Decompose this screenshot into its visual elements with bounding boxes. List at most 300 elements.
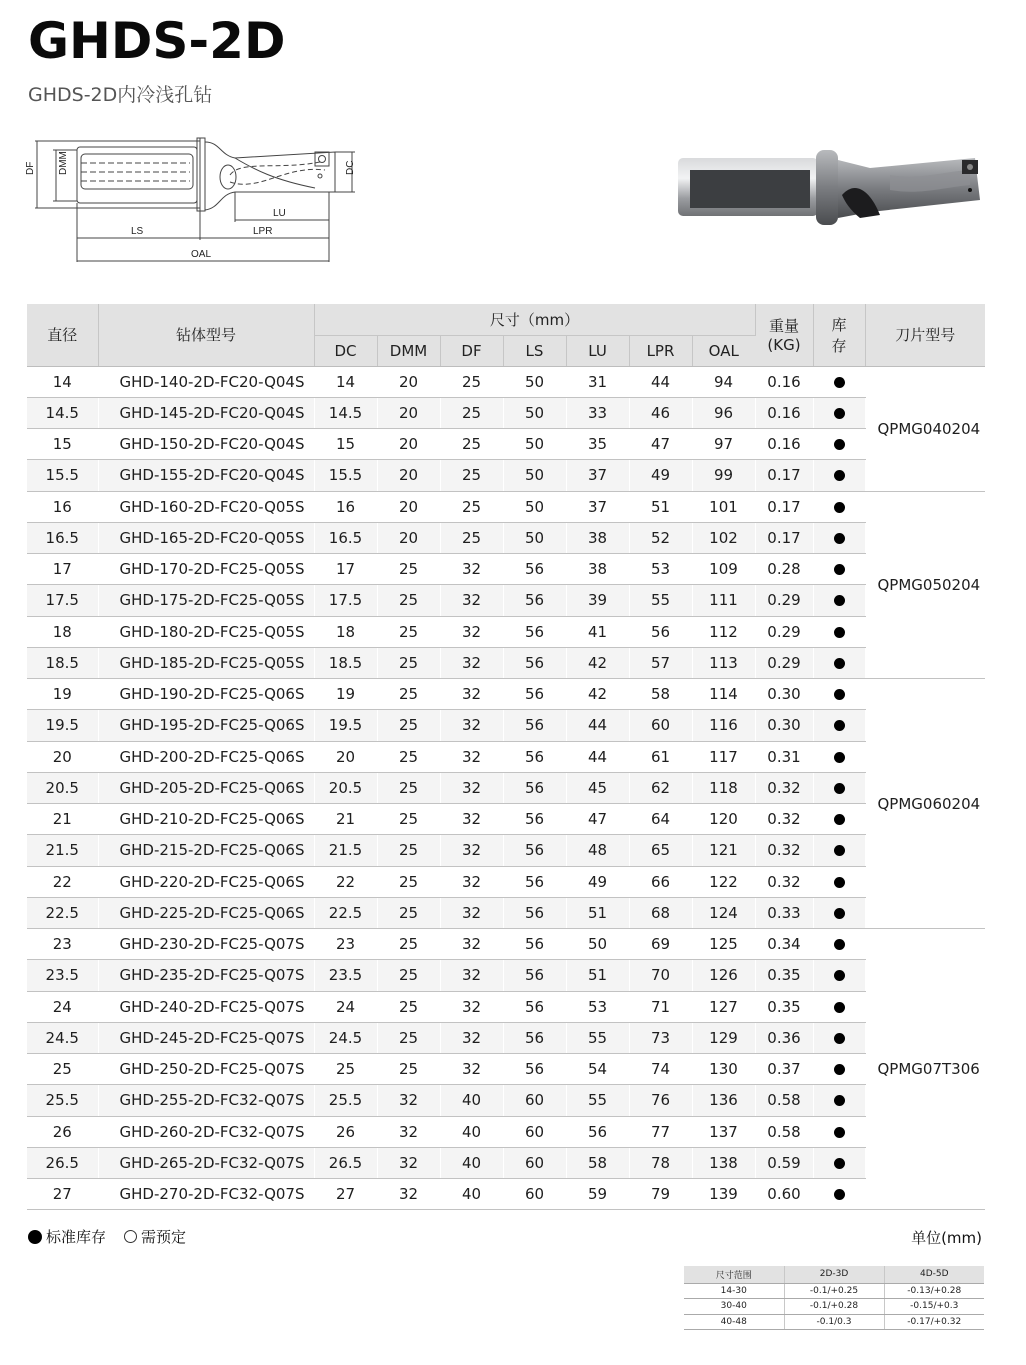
page-title: GHDS-2D (28, 12, 286, 70)
cell-dmm: 20 (377, 366, 440, 397)
cell-weight: 0.37 (755, 1054, 813, 1085)
cell-body-model: GHD-150-2D-FC20-Q04S (98, 429, 314, 460)
cell-diameter: 17 (27, 554, 98, 585)
cell-body-model: GHD-235-2D-FC25-Q07S (98, 960, 314, 991)
cell-lpr: 58 (629, 679, 692, 710)
table-row (27, 397, 985, 428)
cell-dmm: 32 (377, 1147, 440, 1178)
cell-ls: 56 (503, 929, 566, 960)
cell-body-model: GHD-265-2D-FC32-Q07S (98, 1147, 314, 1178)
cell-body-model: GHD-205-2D-FC25-Q06S (98, 772, 314, 803)
header-weight-line2: (KG) (767, 336, 801, 355)
cell-dc: 24.5 (314, 1022, 377, 1053)
cell-diameter: 17.5 (27, 585, 98, 616)
cell-lpr: 79 (629, 1179, 692, 1210)
cell-ls: 56 (503, 960, 566, 991)
tol-4d5d: -0.13/+0.28 (884, 1283, 984, 1299)
dc-label: DC (345, 160, 356, 175)
cell-lpr: 71 (629, 991, 692, 1022)
cell-lpr: 74 (629, 1054, 692, 1085)
cell-lu: 44 (566, 710, 629, 741)
cell-dc: 26.5 (314, 1147, 377, 1178)
cell-lpr: 53 (629, 554, 692, 585)
tol-header-4d5d: 4D-5D (884, 1266, 984, 1283)
cell-weight: 0.30 (755, 679, 813, 710)
header-body-model: 钻体型号 (98, 304, 314, 366)
filled-circle-icon (834, 814, 845, 825)
cell-lu: 53 (566, 991, 629, 1022)
cell-lpr: 78 (629, 1147, 692, 1178)
cell-oal: 97 (692, 429, 755, 460)
cell-weight: 0.16 (755, 366, 813, 397)
cell-weight: 0.32 (755, 835, 813, 866)
cell-lpr: 66 (629, 866, 692, 897)
cell-body-model: GHD-180-2D-FC25-Q05S (98, 616, 314, 647)
cell-ls: 56 (503, 741, 566, 772)
cell-stock (813, 866, 865, 897)
cell-stock (813, 741, 865, 772)
cell-df: 32 (440, 991, 503, 1022)
cell-stock (813, 647, 865, 678)
cell-stock (813, 710, 865, 741)
table-row (27, 366, 985, 397)
cell-lu: 31 (566, 366, 629, 397)
specification-table (27, 304, 985, 1210)
tol-row (684, 1283, 984, 1299)
tol-row (684, 1299, 984, 1315)
cell-weight: 0.36 (755, 1022, 813, 1053)
tol-header-range: 尺寸范围 (684, 1266, 784, 1283)
lpr-label: LPR (253, 226, 273, 237)
filled-circle-icon (834, 939, 845, 950)
page-subtitle: GHDS-2D内冷浅孔钻 (28, 84, 213, 106)
cell-stock (813, 1147, 865, 1178)
cell-body-model: GHD-160-2D-FC20-Q05S (98, 491, 314, 522)
table-row (27, 772, 985, 803)
cell-diameter: 14.5 (27, 397, 98, 428)
cell-dc: 26 (314, 1116, 377, 1147)
header-stock (813, 304, 865, 366)
cell-ls: 60 (503, 1085, 566, 1116)
cell-body-model: GHD-250-2D-FC25-Q07S (98, 1054, 314, 1085)
cell-diameter: 19 (27, 679, 98, 710)
tol-range: 14-30 (684, 1283, 784, 1299)
cell-weight: 0.17 (755, 522, 813, 553)
cell-lu: 50 (566, 929, 629, 960)
cell-weight: 0.60 (755, 1179, 813, 1210)
table-row (27, 804, 985, 835)
cell-dmm: 25 (377, 866, 440, 897)
cell-ls: 50 (503, 397, 566, 428)
cell-diameter: 20 (27, 741, 98, 772)
table-row (27, 429, 985, 460)
cell-stock (813, 991, 865, 1022)
cell-oal: 121 (692, 835, 755, 866)
table-row (27, 710, 985, 741)
tol-2d3d: -0.1/0.3 (784, 1314, 884, 1330)
legend-order-label: 需预定 (141, 1228, 187, 1246)
table-row (27, 1179, 985, 1210)
cell-dc: 20 (314, 741, 377, 772)
cell-ls: 60 (503, 1116, 566, 1147)
cell-diameter: 19.5 (27, 710, 98, 741)
table-row (27, 991, 985, 1022)
header-lpr: LPR (629, 335, 692, 366)
cell-diameter: 24.5 (27, 1022, 98, 1053)
tol-row (684, 1314, 984, 1330)
cell-diameter: 26 (27, 1116, 98, 1147)
cell-lu: 51 (566, 960, 629, 991)
cell-lpr: 61 (629, 741, 692, 772)
header-dmm: DMM (377, 335, 440, 366)
cell-dmm: 25 (377, 960, 440, 991)
stock-legend (28, 1226, 186, 1247)
filled-circle-icon (834, 970, 845, 981)
table-row (27, 679, 985, 710)
filled-circle-icon (834, 1002, 845, 1013)
cell-dmm: 25 (377, 741, 440, 772)
cell-dmm: 25 (377, 897, 440, 928)
cell-diameter: 20.5 (27, 772, 98, 803)
header-oal: OAL (692, 335, 755, 366)
cell-df: 32 (440, 897, 503, 928)
cell-ls: 60 (503, 1147, 566, 1178)
cell-diameter: 21.5 (27, 835, 98, 866)
cell-body-model: GHD-170-2D-FC25-Q05S (98, 554, 314, 585)
df-label: DF (25, 161, 36, 175)
cell-body-model: GHD-195-2D-FC25-Q06S (98, 710, 314, 741)
cell-ls: 56 (503, 585, 566, 616)
filled-circle-icon (834, 595, 845, 606)
cell-body-model: GHD-270-2D-FC32-Q07S (98, 1179, 314, 1210)
cell-df: 32 (440, 1022, 503, 1053)
cell-lpr: 62 (629, 772, 692, 803)
cell-dc: 21 (314, 804, 377, 835)
tol-range: 30-40 (684, 1299, 784, 1315)
cell-ls: 50 (503, 491, 566, 522)
filled-circle-icon (834, 439, 845, 450)
cell-df: 25 (440, 397, 503, 428)
cell-lu: 54 (566, 1054, 629, 1085)
cell-lu: 58 (566, 1147, 629, 1178)
cell-lpr: 44 (629, 366, 692, 397)
cell-stock (813, 804, 865, 835)
cell-dc: 19.5 (314, 710, 377, 741)
cell-ls: 56 (503, 1022, 566, 1053)
cell-diameter: 14 (27, 366, 98, 397)
cell-body-model: GHD-210-2D-FC25-Q06S (98, 804, 314, 835)
cell-lpr: 73 (629, 1022, 692, 1053)
cell-diameter: 16 (27, 491, 98, 522)
filled-circle-icon (834, 689, 845, 700)
cell-body-model: GHD-245-2D-FC25-Q07S (98, 1022, 314, 1053)
cell-diameter: 24 (27, 991, 98, 1022)
cell-weight: 0.17 (755, 460, 813, 491)
cell-lu: 51 (566, 897, 629, 928)
cell-df: 32 (440, 1054, 503, 1085)
cell-lpr: 57 (629, 647, 692, 678)
drill-dimension-diagram (15, 130, 360, 265)
header-stock-line2: 存 (831, 336, 847, 355)
filled-circle-icon (834, 533, 845, 544)
cell-body-model: GHD-220-2D-FC25-Q06S (98, 866, 314, 897)
drill-product-image (670, 140, 990, 235)
cell-dmm: 25 (377, 991, 440, 1022)
cell-lu: 42 (566, 647, 629, 678)
cell-ls: 50 (503, 429, 566, 460)
table-row (27, 1085, 985, 1116)
filled-circle-icon (834, 1189, 845, 1200)
cell-df: 25 (440, 491, 503, 522)
cell-dmm: 25 (377, 1022, 440, 1053)
cell-ls: 56 (503, 897, 566, 928)
cell-diameter: 21 (27, 804, 98, 835)
header-lu: LU (566, 335, 629, 366)
cell-df: 40 (440, 1116, 503, 1147)
cell-stock (813, 835, 865, 866)
cell-weight: 0.35 (755, 960, 813, 991)
unit-label: 单位(mm) (911, 1229, 982, 1247)
cell-diameter: 25 (27, 1054, 98, 1085)
cell-dmm: 25 (377, 616, 440, 647)
cell-dmm: 32 (377, 1179, 440, 1210)
cell-body-model: GHD-230-2D-FC25-Q07S (98, 929, 314, 960)
cell-stock (813, 554, 865, 585)
cell-lu: 45 (566, 772, 629, 803)
cell-df: 32 (440, 772, 503, 803)
filled-circle-icon (834, 377, 845, 388)
cell-ls: 56 (503, 1054, 566, 1085)
cell-stock (813, 1116, 865, 1147)
cell-diameter: 15.5 (27, 460, 98, 491)
header-weight (755, 304, 813, 366)
header-weight-line1: 重量 (768, 317, 799, 336)
filled-circle-icon (834, 564, 845, 575)
cell-oal: 102 (692, 522, 755, 553)
cell-insert-model: QPMG050204 (865, 491, 985, 679)
tol-2d3d: -0.1/+0.25 (784, 1283, 884, 1299)
table-row (27, 1116, 985, 1147)
cell-weight: 0.34 (755, 929, 813, 960)
cell-df: 40 (440, 1085, 503, 1116)
cell-df: 40 (440, 1179, 503, 1210)
cell-lu: 38 (566, 554, 629, 585)
cell-df: 32 (440, 585, 503, 616)
header-dimensions-group: 尺寸（mm） (314, 304, 755, 335)
cell-dc: 15.5 (314, 460, 377, 491)
cell-body-model: GHD-165-2D-FC20-Q05S (98, 522, 314, 553)
tol-header-2d3d: 2D-3D (784, 1266, 884, 1283)
filled-circle-icon (834, 502, 845, 513)
cell-lpr: 64 (629, 804, 692, 835)
cell-lu: 37 (566, 491, 629, 522)
cell-df: 32 (440, 710, 503, 741)
cell-ls: 56 (503, 616, 566, 647)
cell-weight: 0.17 (755, 491, 813, 522)
cell-insert-model: QPMG040204 (865, 366, 985, 491)
cell-oal: 111 (692, 585, 755, 616)
header-diameter: 直径 (27, 304, 98, 366)
cell-lu: 44 (566, 741, 629, 772)
cell-diameter: 27 (27, 1179, 98, 1210)
header-dc: DC (314, 335, 377, 366)
cell-weight: 0.16 (755, 429, 813, 460)
cell-insert-model: QPMG07T306 (865, 929, 985, 1210)
cell-stock (813, 1022, 865, 1053)
cell-stock (813, 1179, 865, 1210)
table-row (27, 897, 985, 928)
table-row (27, 460, 985, 491)
cell-dmm: 25 (377, 929, 440, 960)
cell-oal: 127 (692, 991, 755, 1022)
table-row (27, 491, 985, 522)
cell-ls: 56 (503, 866, 566, 897)
legend-standard-label: 标准库存 (46, 1228, 107, 1246)
cell-body-model: GHD-255-2D-FC32-Q07S (98, 1085, 314, 1116)
cell-weight: 0.32 (755, 772, 813, 803)
cell-oal: 114 (692, 679, 755, 710)
cell-stock (813, 772, 865, 803)
cell-dmm: 32 (377, 1116, 440, 1147)
cell-diameter: 22.5 (27, 897, 98, 928)
cell-weight: 0.32 (755, 804, 813, 835)
cell-stock (813, 460, 865, 491)
cell-dc: 22.5 (314, 897, 377, 928)
cell-ls: 56 (503, 554, 566, 585)
cell-ls: 56 (503, 679, 566, 710)
cell-body-model: GHD-140-2D-FC20-Q04S (98, 366, 314, 397)
table-row (27, 1054, 985, 1085)
cell-dc: 22 (314, 866, 377, 897)
cell-oal: 136 (692, 1085, 755, 1116)
cell-weight: 0.35 (755, 991, 813, 1022)
cell-stock (813, 429, 865, 460)
header-df: DF (440, 335, 503, 366)
cell-df: 32 (440, 960, 503, 991)
cell-dc: 15 (314, 429, 377, 460)
filled-circle-icon (834, 1064, 845, 1075)
cell-df: 32 (440, 804, 503, 835)
table-row (27, 1022, 985, 1053)
cell-lpr: 52 (629, 522, 692, 553)
filled-circle-icon (834, 752, 845, 763)
cell-df: 25 (440, 366, 503, 397)
cell-dmm: 25 (377, 772, 440, 803)
cell-oal: 139 (692, 1179, 755, 1210)
cell-ls: 56 (503, 772, 566, 803)
cell-df: 25 (440, 522, 503, 553)
cell-body-model: GHD-185-2D-FC25-Q05S (98, 647, 314, 678)
cell-dc: 18.5 (314, 647, 377, 678)
cell-oal: 129 (692, 1022, 755, 1053)
cell-dmm: 20 (377, 397, 440, 428)
cell-lu: 33 (566, 397, 629, 428)
cell-lpr: 55 (629, 585, 692, 616)
cell-dc: 14.5 (314, 397, 377, 428)
cell-lpr: 69 (629, 929, 692, 960)
header-ls: LS (503, 335, 566, 366)
cell-df: 25 (440, 429, 503, 460)
filled-circle-icon (834, 470, 845, 481)
cell-body-model: GHD-240-2D-FC25-Q07S (98, 991, 314, 1022)
cell-lpr: 49 (629, 460, 692, 491)
cell-oal: 112 (692, 616, 755, 647)
cell-dmm: 20 (377, 429, 440, 460)
cell-dc: 17.5 (314, 585, 377, 616)
lu-label: LU (273, 208, 286, 219)
cell-stock (813, 1054, 865, 1085)
cell-oal: 109 (692, 554, 755, 585)
cell-dmm: 25 (377, 835, 440, 866)
cell-lpr: 76 (629, 1085, 692, 1116)
cell-dmm: 32 (377, 1085, 440, 1116)
cell-dc: 23 (314, 929, 377, 960)
cell-lpr: 46 (629, 397, 692, 428)
cell-lu: 37 (566, 460, 629, 491)
cell-weight: 0.30 (755, 710, 813, 741)
cell-lpr: 70 (629, 960, 692, 991)
table-row (27, 866, 985, 897)
filled-circle-icon (834, 658, 845, 669)
header-stock-line1: 库 (831, 315, 847, 334)
cell-stock (813, 1085, 865, 1116)
cell-oal: 117 (692, 741, 755, 772)
cell-body-model: GHD-225-2D-FC25-Q06S (98, 897, 314, 928)
cell-dc: 25.5 (314, 1085, 377, 1116)
cell-df: 32 (440, 647, 503, 678)
cell-df: 32 (440, 679, 503, 710)
cell-stock (813, 960, 865, 991)
filled-circle-icon (834, 1095, 845, 1106)
table-row (27, 929, 985, 960)
cell-body-model: GHD-175-2D-FC25-Q05S (98, 585, 314, 616)
cell-oal: 124 (692, 897, 755, 928)
cell-df: 32 (440, 741, 503, 772)
cell-dmm: 25 (377, 554, 440, 585)
cell-dc: 23.5 (314, 960, 377, 991)
cell-oal: 118 (692, 772, 755, 803)
cell-diameter: 15 (27, 429, 98, 460)
cell-lu: 35 (566, 429, 629, 460)
cell-stock (813, 585, 865, 616)
cell-diameter: 25.5 (27, 1085, 98, 1116)
filled-circle-icon (834, 1158, 845, 1169)
hollow-circle-icon (124, 1230, 137, 1243)
filled-circle-icon (834, 1127, 845, 1138)
cell-ls: 60 (503, 1179, 566, 1210)
table-row (27, 741, 985, 772)
filled-circle-icon (834, 908, 845, 919)
cell-ls: 50 (503, 460, 566, 491)
cell-weight: 0.58 (755, 1116, 813, 1147)
cell-ls: 50 (503, 522, 566, 553)
cell-oal: 126 (692, 960, 755, 991)
tol-4d5d: -0.15/+0.3 (884, 1299, 984, 1315)
cell-dc: 24 (314, 991, 377, 1022)
filled-circle-icon (834, 408, 845, 419)
cell-dc: 25 (314, 1054, 377, 1085)
cell-df: 25 (440, 460, 503, 491)
cell-body-model: GHD-200-2D-FC25-Q06S (98, 741, 314, 772)
cell-diameter: 26.5 (27, 1147, 98, 1178)
cell-lpr: 60 (629, 710, 692, 741)
table-row (27, 647, 985, 678)
cell-dmm: 25 (377, 647, 440, 678)
cell-lu: 48 (566, 835, 629, 866)
cell-weight: 0.58 (755, 1085, 813, 1116)
filled-circle-icon (834, 1033, 845, 1044)
cell-weight: 0.28 (755, 554, 813, 585)
